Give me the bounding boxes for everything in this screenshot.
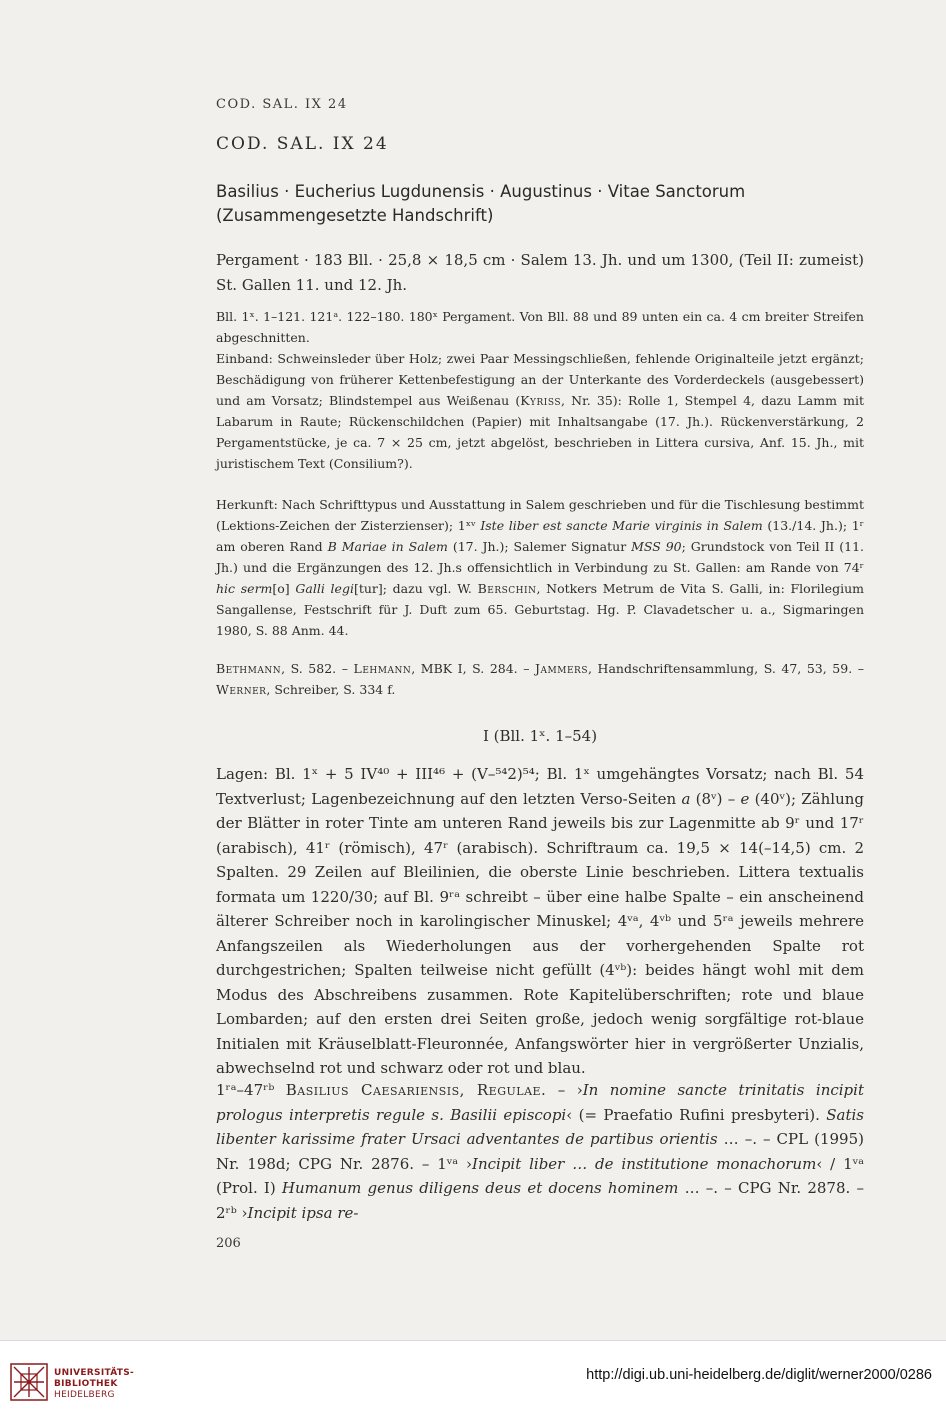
provenance-mark: B Mariae in Salem xyxy=(327,539,448,554)
part-heading: I (Bll. 1ˣ. 1–54) xyxy=(482,727,598,745)
provenance-text-f: [tur]; dazu vgl. W. xyxy=(353,581,478,596)
contents-text-e: ‹ / 1ᵛᵃ (Prol. I) xyxy=(216,1154,865,1197)
provenance-text-d: ; Grundstock von Teil II (11. Jh.) und die Ergänzungen des 12. Jh.s offensichtlich in Verbindung zu St. Gallen: am Rande von 74ʳ xyxy=(216,539,865,575)
lit-text-d: , Schreiber, S. 334 f. xyxy=(266,682,396,697)
collation-paragraph xyxy=(216,762,864,1081)
provenance-text-a: Herkunft: Nach Schrifttypus und Ausstattung in Salem geschrieben und für die Tischlesung bestimmt (Lektions-Zeichen der Zisterzienser); 1ˣᵛ xyxy=(216,497,864,533)
contents-folio: 1ʳᵃ–47ʳᵇ xyxy=(216,1081,286,1099)
contents-text-d: … –. – CPL (1995) Nr. 198d; CPG Nr. 2876. – 1ᵛᵃ › xyxy=(216,1130,864,1173)
provenance-signature: MSS 90 xyxy=(631,539,682,554)
page-number: 206 xyxy=(216,1236,241,1251)
summary-paragraph: Pergament · 183 Bll. · 25,8 × 18,5 cm · Salem 13. Jh. und um 1300, (Teil II: zumeist) St. Gallen 11. und 12. Jh. xyxy=(216,251,864,294)
provenance-text-g: , Notkers Metrum de Vita S. Galli, in: Florilegium Sangallense, Festschrift für J. Duft zum 65. Geburtstag. Hg. P. Clavadetscher u. a., Sigmaringen 1980, S. 88 Anm. 44. xyxy=(216,581,864,638)
contents-author: Basilius Caesariensis, Regulae. xyxy=(285,1081,547,1099)
binding-paragraph xyxy=(216,348,864,474)
collation-text-a: Lagen: Bl. 1ˣ + 5 IV⁴⁰ + III⁴⁶ + (V–⁵⁴2)⁵⁴; Bl. 1ˣ umgehängtes Vorsatz; nach Bl. 54 Textverlust; Lagenbezeichnung auf den letzten Verso-Seiten xyxy=(216,765,864,808)
permalink-url[interactable]: http://digi.ub.uni-heidelberg.de/diglit/werner2000/0286 xyxy=(586,1367,932,1383)
contents-incipit-3: Incipit liber … de institutione monachorum xyxy=(472,1154,817,1173)
collation-quire-a: a xyxy=(681,789,691,808)
contents-incipit-2: Satis libenter karissime frater Ursaci adventantes de partibus orientis xyxy=(216,1105,864,1148)
binding-text-b: , Nr. 35): Rolle 1, Stempel 4, dazu Lamm mit Labarum in Raute; Rückenschildchen (Papier) mit Inhaltsangabe (17. Jh.). Rückenverstärkung, 2 Pergamentstücke, je ca. 7 × 25 cm, jetzt abgelöst, beschrieben in Littera cursiva, Anf. 15. Jh., mit juristischem Text (Consilium?). xyxy=(216,393,864,471)
lit-text-c: , Handschriftensammlung, S. 47, 53, 59. – xyxy=(588,661,864,676)
contents-text-c: ‹ (= Praefatio Rufini presbyteri). xyxy=(566,1105,827,1124)
leaves-paragraph: Bll. 1ˣ. 1–121. 121ᵃ. 122–180. 180ˣ Pergament. Von Bll. 88 und 89 unten ein ca. 4 cm breiter Streifen abgeschnitten. xyxy=(216,309,864,345)
contents-incipit-5: Incipit ipsa re- xyxy=(247,1203,359,1222)
lit-text-a: , S. 582. – xyxy=(281,661,354,676)
lit-jammers: Jammers xyxy=(535,661,588,676)
provenance-paragraph xyxy=(216,494,864,641)
lit-bethmann: Bethmann xyxy=(216,661,282,676)
contents-paragraph xyxy=(216,1078,864,1225)
lit-lehmann: Lehmann xyxy=(353,661,412,676)
library-logo-text xyxy=(54,1368,134,1401)
provenance-text-c: (17. Jh.); Salemer Signatur xyxy=(447,539,632,554)
work-title xyxy=(216,180,856,228)
work-title-line-1: Basilius · Eucherius Lugdunensis · Augustinus · Vitae Sanctorum xyxy=(216,182,746,201)
work-title-line-2: (Zusammengesetzte Handschrift) xyxy=(216,206,494,225)
logo-line-2: BIBLIOTHEK xyxy=(54,1379,118,1389)
provenance-inscription: Iste liber est sancte Marie virginis in Salem xyxy=(480,518,763,533)
contents-text-f: … –. – CPG Nr. 2878. – 2ʳᵇ › xyxy=(216,1179,864,1222)
provenance-ref-berschin: Berschin xyxy=(477,581,537,596)
lit-werner: Werner xyxy=(216,682,267,697)
collation-text-b: (8ᵛ) – xyxy=(690,789,741,808)
literature-paragraph xyxy=(216,658,864,700)
library-logo-icon xyxy=(10,1363,48,1401)
provenance-gloss-2: Galli legi xyxy=(295,581,354,596)
provenance-gloss-1: hic serm xyxy=(216,581,273,596)
provenance-text-b: (13./14. Jh.); 1ʳ am oberen Rand xyxy=(216,518,864,554)
logo-line-3: HEIDELBERG xyxy=(54,1390,115,1400)
contents-incipit-1: In nomine sancte trinitatis incipit prologus interpretis regule s. Basilii episcopi xyxy=(216,1081,864,1124)
lit-text-b: , MBK I, S. 284. – xyxy=(411,661,536,676)
codex-title: COD. SAL. IX 24 xyxy=(216,134,389,154)
collation-text-c: (40ᵛ); Zählung der Blätter in roter Tinte am unteren Rand jeweils bis zur Lagenmitte ab 9ʳ und 17ʳ (arabisch), 41ʳ (römisch), 47ʳ (arabisch). Schriftraum ca. 19,5 × 14(–14,5) cm. 2 Spalten. 29 Zeilen auf Bleilinien, die oberste Linie beschrieben. Littera textualis formata um 1220/30; auf Bl. 9ʳᵃ schreibt – über eine halbe Spalte – ein anscheinend älterer Schreiber noch in karolingischer Minuskel; 4ᵛᵃ, 4ᵛᵇ und 5ʳᵃ jeweils mehrere Anfangszeilen als Wiederholungen aus der vorhergehenden Spalte rot durchgestrichen; Spalten teilweise nicht gefüllt (4ᵛᵇ): beides hängt wohl mit dem Modus des Abschreibens zusammen. Rote Kapitelüberschriften; rote und blaue Lombarden; auf den ersten drei Seiten große, jedoch wenig sorgfältige rot-blaue Initialen mit Kräuselblatt-Fleuronnée, Anfangswörter hier in vergrößerter Unzialis, abwechselnd rot und schwarz oder rot und blau. xyxy=(216,789,865,1077)
collation-quire-e: e xyxy=(740,789,750,808)
contents-text-b: – › xyxy=(546,1081,583,1099)
logo-line-1: UNIVERSITÄTS- xyxy=(54,1368,135,1378)
contents-incipit-4: Humanum genus diligens deus et docens hominem xyxy=(281,1179,679,1197)
binding-text-a: Einband: Schweinsleder über Holz; zwei Paar Messingschließen, fehlende Originalteile jetzt ergänzt; Beschädigung von früherer Kettenbefestigung an der Unterkante des Vorderdeckels (ausgebessert) und am Vorsatz; Blindstempel aus Weißenau ( xyxy=(216,351,864,408)
binding-ref-kyriss: Kyriss xyxy=(520,393,562,408)
provenance-text-e: [o] xyxy=(272,581,296,596)
footer-bar xyxy=(0,1340,946,1421)
running-head: COD. SAL. IX 24 xyxy=(216,97,348,112)
